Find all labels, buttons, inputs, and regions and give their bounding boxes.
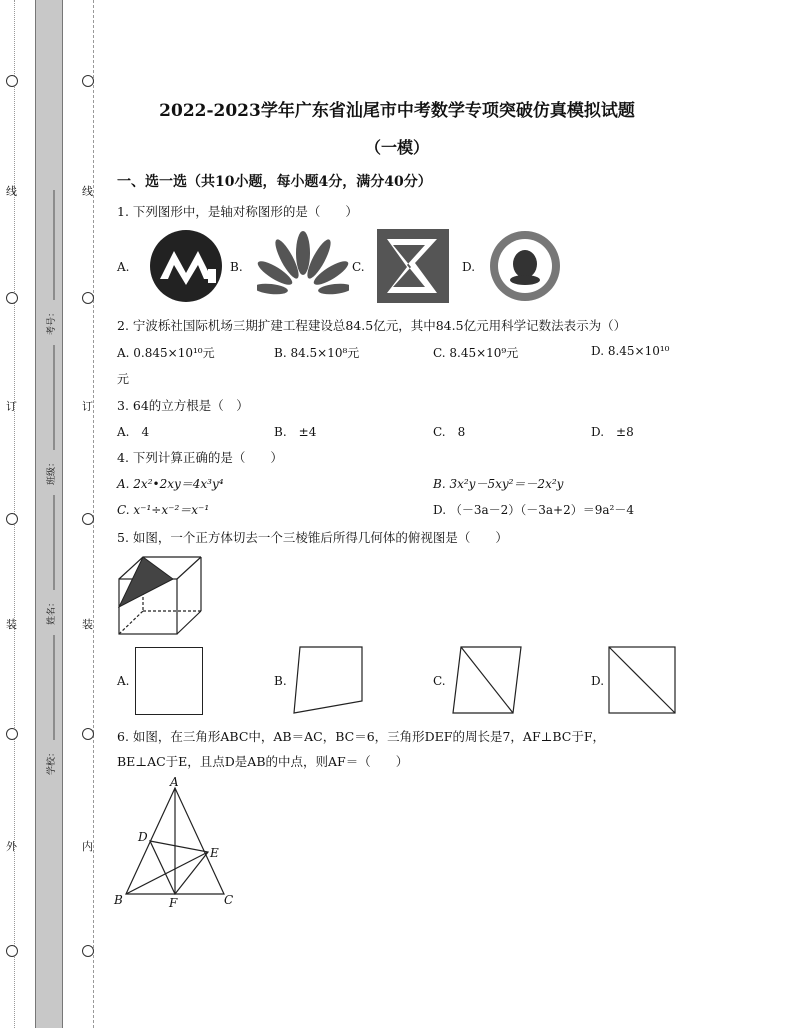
margin-mark: 订 (6, 400, 17, 413)
q4-option-b: B. 3x²y－5xy²＝－2x²y (433, 477, 564, 491)
binding-hole (82, 728, 94, 740)
binding-margin-bar (35, 0, 63, 1028)
q4-option-d: D. （－3a－2）（－3a+2）＝9a²－4 (433, 503, 634, 517)
q1-logo-a (146, 229, 226, 303)
question-4-stem: 4. 下列计算正确的是（ ） (117, 450, 283, 465)
q5-option-b-quad (292, 645, 364, 715)
name-field: 姓名： (47, 597, 57, 625)
inner-dashed-line (93, 0, 94, 1028)
q3-option-d: D. ±8 (591, 425, 634, 439)
point-label-e: E (210, 846, 219, 860)
q2-option-d-continued: 元 (117, 372, 130, 386)
q3-option-a: A. 4 (117, 425, 150, 439)
q1-logo-b-petals (257, 231, 349, 301)
q3-option-c: C. 8 (433, 425, 466, 439)
margin-mark: 外 (6, 840, 17, 853)
question-1-stem: 1. 下列图形中，是轴对称图形的是（ ） (117, 204, 358, 219)
binding-hole (82, 513, 94, 525)
q2-option-a: A. 0.845×10¹⁰元 (117, 346, 215, 360)
margin-mark: 装 (82, 618, 93, 631)
q1-logo-c (377, 229, 449, 303)
class-field: 班级： (47, 457, 57, 485)
margin-mark: 线 (6, 185, 17, 198)
q6-triangle-figure (112, 774, 242, 910)
q5-option-c-label: C. (433, 674, 446, 688)
margin-mark: 装 (6, 618, 17, 631)
question-3-stem: 3. 64的立方根是（ ） (117, 398, 249, 413)
binding-hole (6, 728, 18, 740)
q4-option-a: A. 2x²•2xy＝4x³y⁴ (117, 477, 224, 491)
binding-hole (6, 513, 18, 525)
point-label-d: D (138, 830, 148, 844)
question-2-stem: 2. 宁波栎社国际机场三期扩建工程建设总84.5亿元，其中84.5亿元用科学记数法表示为（） (117, 318, 627, 333)
q5-option-d-square (608, 646, 678, 716)
page-title: 2022-2023学年广东省汕尾市中考数学专项突破仿真模拟试题 (159, 101, 635, 121)
q5-option-a-square (135, 647, 203, 715)
question-5-stem: 5. 如图，一个正方体切去一个三棱锥后所得几何体的俯视图是（ ） (117, 530, 508, 545)
margin-mark: 内 (82, 840, 93, 853)
q4-option-c: C. x⁻¹÷x⁻²＝x⁻¹ (117, 503, 210, 517)
section-heading: 一、选一选（共10小题，每小题4分，满分40分） (117, 174, 432, 190)
point-label-c: C (224, 893, 234, 907)
binding-hole (82, 75, 94, 87)
q5-option-d-label: D. (591, 674, 605, 688)
binding-hole (6, 292, 18, 304)
q3-option-b: B. ±4 (274, 425, 317, 439)
binding-hole (6, 945, 18, 957)
margin-mark: 线 (82, 185, 93, 198)
q5-cube-figure (117, 553, 205, 637)
q5-option-a-label: A. (117, 674, 130, 688)
page-subtitle: （一模） (364, 138, 429, 157)
q1-option-d-label: D. (462, 260, 476, 274)
binding-hole (82, 945, 94, 957)
q5-option-b-label: B. (274, 674, 287, 688)
field-underlines (52, 0, 56, 1028)
point-label-a: A (170, 775, 179, 789)
point-label-b: B (114, 893, 123, 907)
question-6-line-1: 6. 如图，在三角形ABC中，AB＝AC，BC＝6，三角形DEF的周长是7，AF⊥BC于F， (117, 729, 606, 744)
q1-logo-d (488, 229, 562, 303)
q2-option-b: B. 84.5×10⁸元 (274, 346, 360, 360)
q1-option-a-label: A. (117, 260, 130, 274)
q5-option-c-quad (451, 645, 523, 715)
exam-number-field: 考号： (47, 307, 57, 335)
q2-option-c: C. 8.45×10⁹元 (433, 346, 519, 360)
margin-mark: 订 (82, 400, 93, 413)
q2-option-d: D. 8.45×10¹⁰ (591, 344, 670, 358)
question-6-line-2: BE⊥AC于E，且点D是AB的中点，则AF＝（ ） (117, 754, 409, 769)
binding-hole (82, 292, 94, 304)
q1-option-b-label: B. (230, 260, 243, 274)
school-field: 学校： (47, 747, 57, 775)
binding-hole (6, 75, 18, 87)
point-label-f: F (169, 896, 178, 910)
q1-option-c-label: C. (352, 260, 365, 274)
